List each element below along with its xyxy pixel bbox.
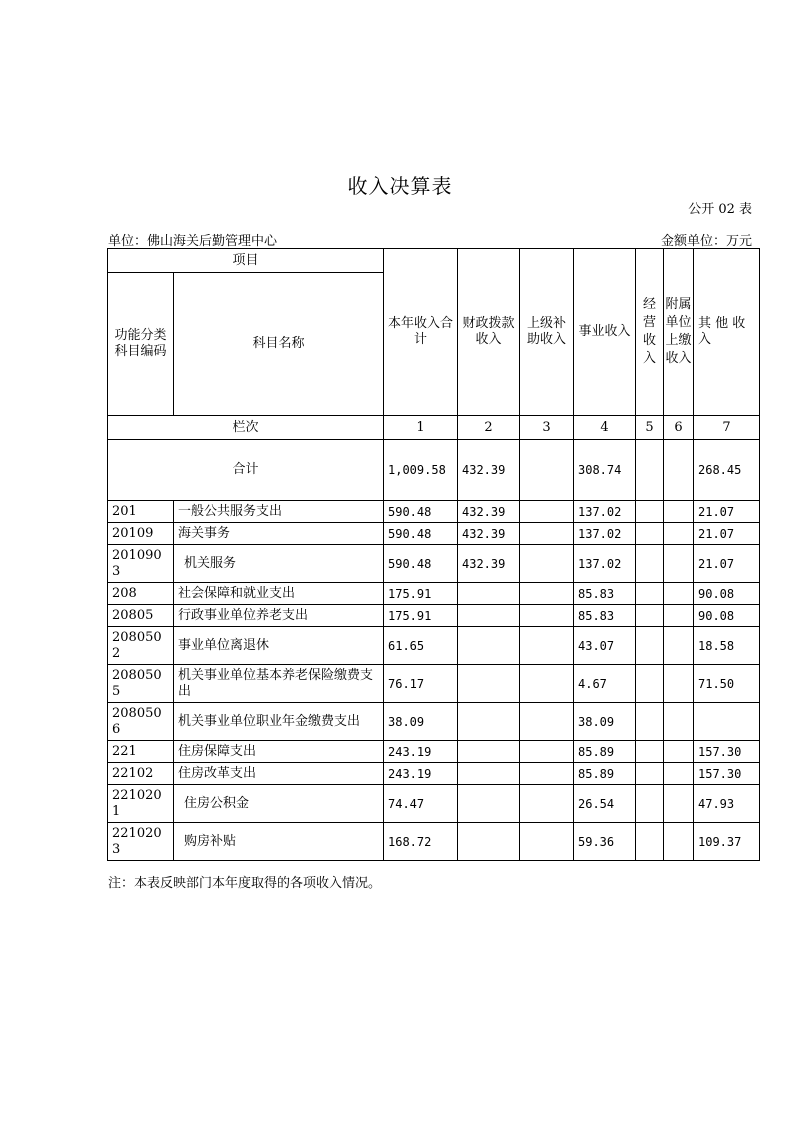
row-c7: 71.50	[694, 665, 760, 703]
header-col4: 事业收入	[574, 249, 636, 416]
lanci-2: 2	[458, 416, 520, 440]
row-c3	[520, 583, 574, 605]
row-c7: 109.37	[694, 823, 760, 861]
row-c2: 432.39	[458, 545, 520, 583]
table-row	[108, 523, 760, 545]
row-c4: 38.09	[574, 703, 636, 741]
row-c5	[636, 627, 664, 665]
row-c1: 590.48	[384, 545, 458, 583]
row-c3	[520, 741, 574, 763]
total-c5	[636, 440, 664, 501]
header-col5: 经营收入	[636, 249, 664, 416]
table-row	[108, 605, 760, 627]
row-c7	[694, 703, 760, 741]
total-c3	[520, 440, 574, 501]
table-row	[108, 741, 760, 763]
total-label: 合计	[108, 440, 384, 501]
form-number: 公开 02 表	[688, 202, 752, 217]
row-c4: 137.02	[574, 523, 636, 545]
total-row	[108, 440, 760, 501]
row-c4: 59.36	[574, 823, 636, 861]
row-c2	[458, 627, 520, 665]
row-c4: 4.67	[574, 665, 636, 703]
row-code: 201	[108, 501, 174, 523]
row-c2	[458, 583, 520, 605]
row-c1: 590.48	[384, 501, 458, 523]
row-c1: 61.65	[384, 627, 458, 665]
row-c7: 90.08	[694, 583, 760, 605]
amount-unit-label: 金额单位：万元	[660, 234, 752, 249]
row-code: 2010903	[108, 545, 174, 583]
row-c3	[520, 545, 574, 583]
row-c3	[520, 523, 574, 545]
row-c4: 137.02	[574, 545, 636, 583]
lanci-3: 3	[520, 416, 574, 440]
row-c5	[636, 523, 664, 545]
row-name: 购房补贴	[174, 823, 384, 861]
table-row	[108, 627, 760, 665]
row-name: 机关事业单位职业年金缴费支出	[174, 703, 384, 741]
row-c6	[664, 763, 694, 785]
table-row	[108, 545, 760, 583]
row-c5	[636, 665, 664, 703]
row-c4: 85.89	[574, 741, 636, 763]
row-name: 行政事业单位养老支出	[174, 605, 384, 627]
row-c7: 18.58	[694, 627, 760, 665]
row-c7: 21.07	[694, 545, 760, 583]
row-name: 一般公共服务支出	[174, 501, 384, 523]
row-name: 住房改革支出	[174, 763, 384, 785]
row-c1: 243.19	[384, 763, 458, 785]
row-c1: 590.48	[384, 523, 458, 545]
row-c3	[520, 703, 574, 741]
row-c1: 168.72	[384, 823, 458, 861]
row-c6	[664, 823, 694, 861]
row-c2	[458, 785, 520, 823]
row-c2: 432.39	[458, 501, 520, 523]
row-code: 2210203	[108, 823, 174, 861]
header-lanci: 栏次	[108, 416, 384, 440]
row-c7: 47.93	[694, 785, 760, 823]
row-c5	[636, 763, 664, 785]
row-c7: 157.30	[694, 741, 760, 763]
total-c6	[664, 440, 694, 501]
table-row	[108, 823, 760, 861]
row-c2	[458, 741, 520, 763]
header-col1: 本年收入合计	[384, 249, 458, 416]
header-col2: 财政拨款收入	[458, 249, 520, 416]
row-c3	[520, 627, 574, 665]
row-name: 机关事业单位基本养老保险缴费支出	[174, 665, 384, 703]
row-code: 2080505	[108, 665, 174, 703]
row-code: 221	[108, 741, 174, 763]
row-name: 海关事务	[174, 523, 384, 545]
row-c3	[520, 785, 574, 823]
row-c2	[458, 823, 520, 861]
row-c5	[636, 545, 664, 583]
row-c4: 85.83	[574, 583, 636, 605]
row-name: 社会保障和就业支出	[174, 583, 384, 605]
row-code: 2080506	[108, 703, 174, 741]
row-c6	[664, 627, 694, 665]
row-c6	[664, 545, 694, 583]
lanci-7: 7	[694, 416, 760, 440]
row-c2	[458, 605, 520, 627]
row-c3	[520, 605, 574, 627]
row-c5	[636, 583, 664, 605]
lanci-5: 5	[636, 416, 664, 440]
unit-label: 单位：佛山海关后勤管理中心	[108, 234, 278, 249]
row-c2	[458, 703, 520, 741]
row-c4: 85.89	[574, 763, 636, 785]
row-c5	[636, 823, 664, 861]
table-row	[108, 665, 760, 703]
header-project: 项目	[108, 249, 384, 273]
row-c3	[520, 665, 574, 703]
row-c3	[520, 823, 574, 861]
header-col3: 上级补助收入	[520, 249, 574, 416]
table-row	[108, 583, 760, 605]
row-c7: 21.07	[694, 523, 760, 545]
table-row	[108, 763, 760, 785]
row-c3	[520, 501, 574, 523]
row-c4: 137.02	[574, 501, 636, 523]
row-code: 208	[108, 583, 174, 605]
table-row	[108, 703, 760, 741]
row-c4: 26.54	[574, 785, 636, 823]
row-code: 2210201	[108, 785, 174, 823]
row-name: 住房保障支出	[174, 741, 384, 763]
row-name: 住房公积金	[174, 785, 384, 823]
footnote: 注：本表反映部门本年度取得的各项收入情况。	[108, 876, 382, 891]
row-c5	[636, 501, 664, 523]
table-row	[108, 501, 760, 523]
row-c6	[664, 523, 694, 545]
row-code: 2080502	[108, 627, 174, 665]
row-c7: 90.08	[694, 605, 760, 627]
header-code: 功能分类科目编码	[108, 273, 174, 416]
header-col7: 其 他 收 入	[694, 249, 760, 416]
row-name: 事业单位离退休	[174, 627, 384, 665]
row-code: 20805	[108, 605, 174, 627]
row-c6	[664, 741, 694, 763]
row-c1: 76.17	[384, 665, 458, 703]
header-col6: 附属单位上缴收入	[664, 249, 694, 416]
row-c5	[636, 703, 664, 741]
row-c2: 432.39	[458, 523, 520, 545]
row-c1: 175.91	[384, 605, 458, 627]
row-c4: 85.83	[574, 605, 636, 627]
lanci-4: 4	[574, 416, 636, 440]
row-name: 机关服务	[174, 545, 384, 583]
row-c7: 157.30	[694, 763, 760, 785]
page-title: 收入决算表	[347, 174, 453, 198]
total-c7: 268.45	[694, 440, 760, 501]
row-c1: 74.47	[384, 785, 458, 823]
row-c6	[664, 785, 694, 823]
row-c1: 38.09	[384, 703, 458, 741]
income-table	[107, 248, 760, 861]
row-c6	[664, 605, 694, 627]
header-name: 科目名称	[174, 273, 384, 416]
table-row	[108, 785, 760, 823]
total-c2: 432.39	[458, 440, 520, 501]
row-c2	[458, 763, 520, 785]
row-code: 20109	[108, 523, 174, 545]
row-c6	[664, 583, 694, 605]
total-c4: 308.74	[574, 440, 636, 501]
row-c2	[458, 665, 520, 703]
row-c6	[664, 703, 694, 741]
lanci-6: 6	[664, 416, 694, 440]
row-code: 22102	[108, 763, 174, 785]
total-c1: 1,009.58	[384, 440, 458, 501]
row-c3	[520, 763, 574, 785]
row-c6	[664, 501, 694, 523]
row-c1: 175.91	[384, 583, 458, 605]
row-c1: 243.19	[384, 741, 458, 763]
row-c7: 21.07	[694, 501, 760, 523]
lanci-1: 1	[384, 416, 458, 440]
row-c5	[636, 741, 664, 763]
row-c5	[636, 605, 664, 627]
row-c4: 43.07	[574, 627, 636, 665]
row-c5	[636, 785, 664, 823]
row-c6	[664, 665, 694, 703]
